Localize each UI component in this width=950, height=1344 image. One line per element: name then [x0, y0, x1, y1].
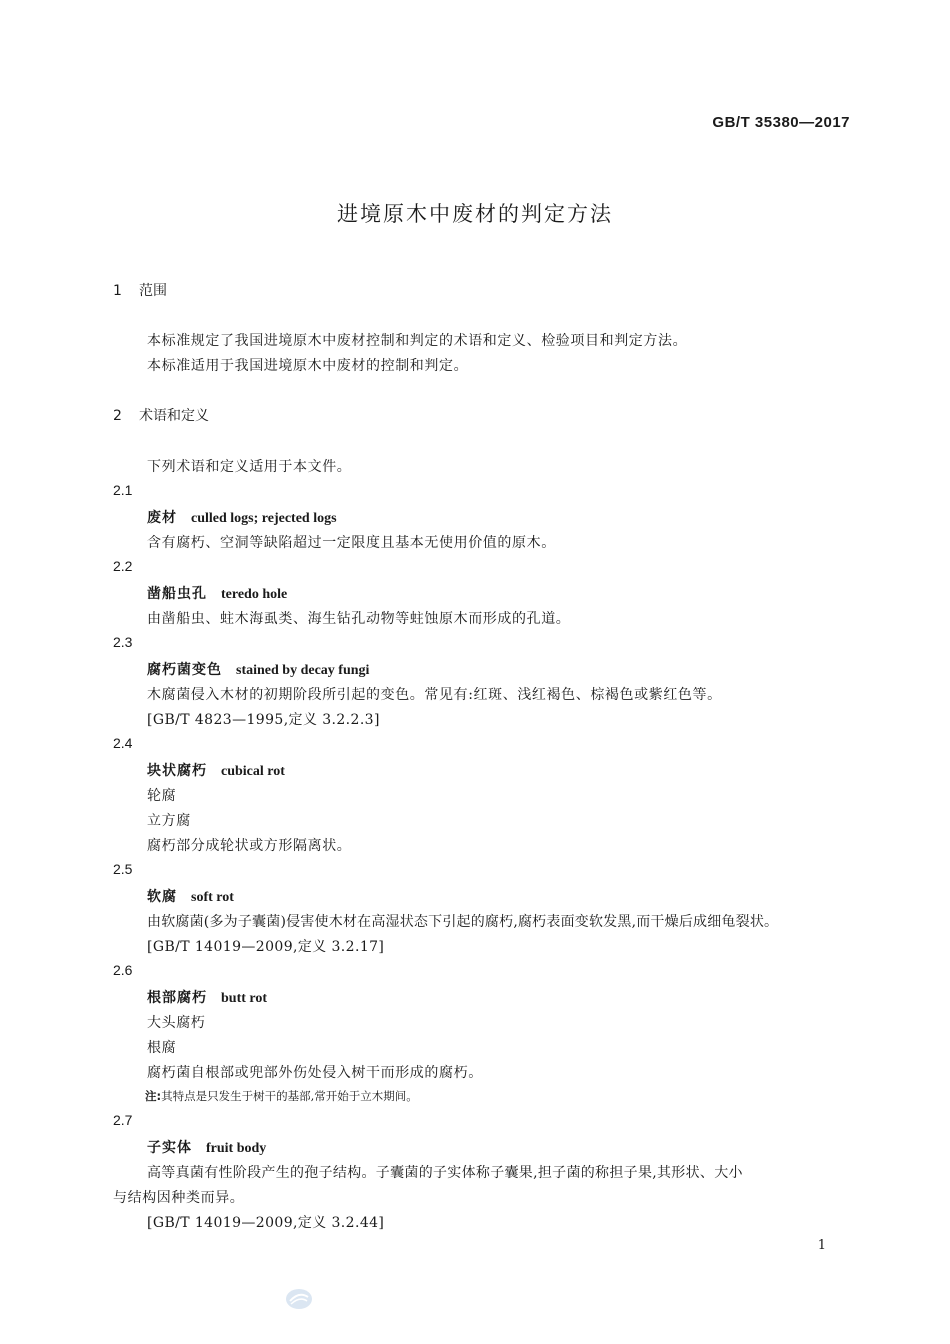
term-name-zh: 腐朽菌变色	[147, 662, 222, 678]
term-number: 2.4	[113, 735, 133, 751]
sac-watermark-icon	[285, 1288, 313, 1310]
term-name-en: stained by decay fungi	[236, 663, 370, 678]
term-definition: 含有腐朽、空洞等缺陷超过一定限度且基本无使用价值的原木。	[147, 535, 556, 551]
term-name-en: cubical rot	[221, 764, 285, 779]
term-name-en: butt rot	[221, 991, 268, 1006]
section-title: 术语和定义	[139, 408, 209, 424]
term-name	[147, 987, 267, 1007]
section-number: 1	[113, 283, 122, 299]
term-name	[147, 1137, 266, 1157]
section-number: 2	[113, 408, 122, 424]
scope-paragraph: 本标准适用于我国进境原木中废材的控制和判定。	[147, 358, 469, 374]
term-reference: [GB/T 14019—2009,定义 3.2.17]	[147, 939, 385, 955]
term-name-en: culled logs; rejected logs	[191, 511, 337, 526]
term-number: 2.7	[113, 1112, 133, 1128]
term-name	[147, 659, 369, 679]
term-note	[145, 1088, 418, 1104]
term-name-zh: 凿船虫孔	[147, 586, 207, 602]
term-number: 2.6	[113, 962, 133, 978]
term-name	[147, 886, 234, 906]
term-reference: [GB/T 14019—2009,定义 3.2.44]	[147, 1215, 385, 1231]
standard-code: GB/T 35380—2017	[712, 114, 850, 131]
term-definition-continued: 与结构因种类而异。	[113, 1190, 245, 1206]
term-synonym: 根腐	[147, 1040, 177, 1056]
term-synonym: 轮腐	[147, 788, 177, 804]
term-number: 2.1	[113, 482, 133, 498]
term-definition: 高等真菌有性阶段产生的孢子结构。子囊菌的子实体称子囊果,担子菌的称担子果,其形状、大小	[147, 1165, 743, 1181]
term-number: 2.5	[113, 861, 133, 877]
term-definition: 木腐菌侵入木材的初期阶段所引起的变色。常见有:红斑、浅红褐色、棕褐色或紫红色等。	[147, 687, 722, 703]
term-name	[147, 507, 337, 527]
term-name-en: teredo hole	[221, 587, 288, 602]
term-name-zh: 废材	[147, 510, 177, 526]
section-2-heading	[113, 405, 209, 425]
term-name-en: fruit body	[206, 1141, 267, 1156]
term-name-zh: 根部腐朽	[147, 990, 207, 1006]
section-title: 范围	[139, 283, 167, 299]
term-synonym: 立方腐	[147, 813, 191, 829]
note-label: 注:	[145, 1089, 162, 1103]
term-name-zh: 子实体	[147, 1140, 192, 1156]
term-number: 2.2	[113, 558, 133, 574]
scope-paragraph: 本标准规定了我国进境原木中废材控制和判定的术语和定义、检验项目和判定方法。	[147, 333, 688, 349]
term-definition: 由凿船虫、蛀木海虱类、海生钻孔动物等蛀蚀原木而形成的孔道。	[147, 611, 571, 627]
term-reference: [GB/T 4823—1995,定义 3.2.2.3]	[147, 712, 380, 728]
section-1-heading	[113, 280, 167, 300]
term-definition: 腐朽部分成轮状或方形隔离状。	[147, 838, 352, 854]
term-name	[147, 583, 287, 603]
terms-intro: 下列术语和定义适用于本文件。	[147, 459, 352, 475]
term-definition: 由软腐菌(多为子囊菌)侵害使木材在高湿状态下引起的腐朽,腐朽表面变软发黑,而干燥后成细龟裂状。	[147, 914, 779, 930]
term-name-zh: 块状腐朽	[147, 763, 207, 779]
term-name-en: soft rot	[191, 890, 234, 905]
term-synonym: 大头腐朽	[147, 1015, 206, 1031]
term-name	[147, 760, 285, 780]
document-title: 进境原木中废材的判定方法	[337, 202, 613, 226]
page-number: 1	[817, 1238, 826, 1253]
note-text: 其特点是只发生于树干的基部,常开始于立木期间。	[161, 1089, 418, 1103]
term-number: 2.3	[113, 634, 133, 650]
term-definition: 腐朽菌自根部或兜部外伤处侵入树干而形成的腐朽。	[147, 1065, 483, 1081]
term-name-zh: 软腐	[147, 889, 177, 905]
